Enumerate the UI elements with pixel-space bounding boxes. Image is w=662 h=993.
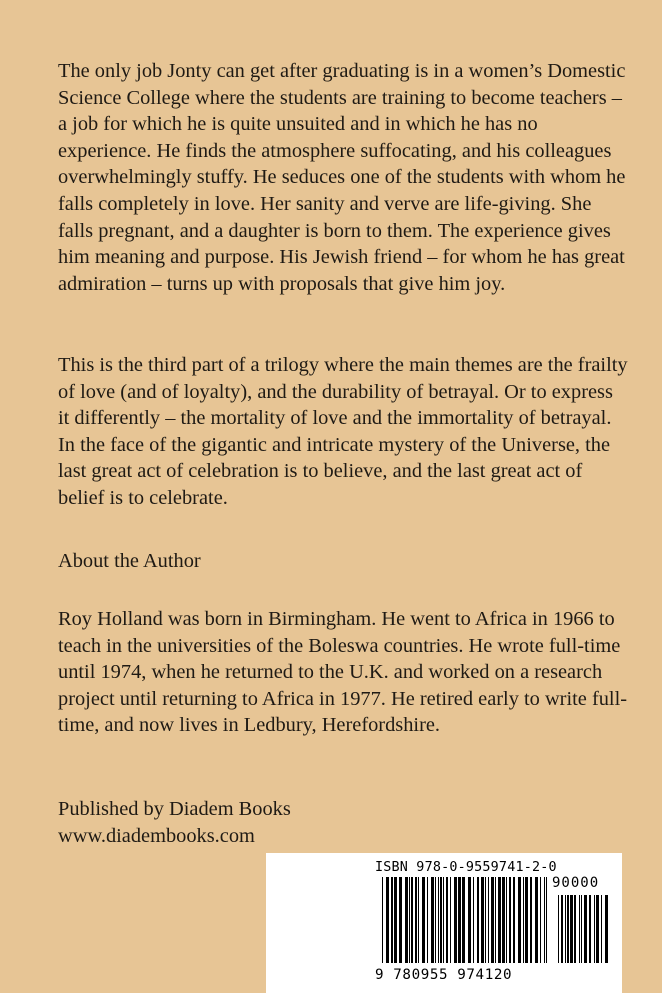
addon-bar — [579, 895, 580, 963]
barcode-bar — [454, 877, 457, 963]
blurb-paragraph-1: The only job Jonty can get after graduating is in a women’s Domestic Science College where the students are training to become teachers – a job for which he is quite unsuited and in which he has no experience. He finds the atmosphere suffocating, and his colleagues overwhelmingly stuffy. He seduces one of the students with whom he falls completely in love. Her sanity and verve are life-giving. She falls pregnant, and a daughter is born to them. The experience gives him meaning and purpose. His Jewish friend – for whom he has great admiration – turns up with proposals that give him joy. — [58, 60, 626, 295]
barcode-bar — [485, 877, 486, 963]
about-author-heading: About the Author — [58, 550, 201, 572]
barcode-bar — [386, 877, 389, 963]
barcode-bar — [495, 877, 496, 963]
addon-bar — [565, 895, 566, 963]
barcode-bar — [458, 877, 461, 963]
barcode-panel — [266, 853, 622, 993]
ean-digits: 9 780955 974120 — [375, 967, 513, 983]
price-code: 90000 — [552, 875, 600, 891]
barcode-bar — [418, 877, 419, 963]
addon-bar — [594, 895, 595, 963]
barcode-bar — [518, 877, 521, 963]
barcode-bar — [481, 877, 484, 963]
publisher-info — [58, 796, 628, 849]
barcode-bar — [443, 877, 444, 963]
publisher-name: Published by Diadem Books — [58, 798, 291, 820]
barcode-bar — [391, 877, 393, 963]
addon-bar — [567, 895, 569, 963]
barcode-bar — [399, 877, 402, 963]
barcode-bar — [440, 877, 442, 963]
barcode-bar — [462, 877, 465, 963]
barcode-bar — [513, 877, 515, 963]
barcode-bar — [415, 877, 417, 963]
barcode-bar — [544, 877, 545, 963]
barcode-bar — [523, 877, 524, 963]
addon-bar — [581, 895, 582, 963]
barcode-bar — [506, 877, 507, 963]
barcode-bar — [394, 877, 397, 963]
isbn-label: ISBN 978-0-9559741-2-0 — [375, 860, 557, 875]
blurb-paragraph-2: This is the third part of a trilogy where the main themes are the frailty of love (and of loyalty), and the durability of betrayal. Or to express it differently – the mortality of love and the immortality of betrayal. In the face of the gigantic and intricate mystery of the Universe, the last great act of celebration is to believe, and the last great act of belief is to celebrate. — [58, 354, 628, 509]
addon-bar — [574, 895, 576, 963]
barcode-bar — [535, 877, 538, 963]
barcode-bar — [431, 877, 434, 963]
barcode-bar — [446, 877, 448, 963]
barcode-bar — [473, 877, 474, 963]
addon-bar — [584, 895, 587, 963]
barcode-bar — [422, 877, 425, 963]
barcode-bar — [491, 877, 494, 963]
publisher-website: www.diadembooks.com — [58, 824, 255, 847]
barcode-bar — [405, 877, 408, 963]
barcode-bar — [525, 877, 528, 963]
barcode-bar — [450, 877, 451, 963]
barcode-bar — [438, 877, 439, 963]
barcode-icon — [380, 877, 610, 969]
barcode-bar — [488, 877, 489, 963]
barcode-bar — [382, 877, 383, 963]
barcode-bar — [502, 877, 505, 963]
about-author-body: Roy Holland was born in Birmingham. He went to Africa in 1966 to teach in the universities of the Boleswa countries. He wrote full-time until 1974, when he returned to the U.K. and worked on a research project until returning to Africa in 1977. He retired early to write full-time, and now lives in Ledbury, Herefordshire. — [58, 608, 628, 737]
barcode-bar — [540, 877, 541, 963]
barcode-bar — [530, 877, 532, 963]
barcode-bar — [435, 877, 436, 963]
barcode-bar — [468, 877, 471, 963]
addon-bar — [596, 895, 599, 963]
barcode-bar — [546, 877, 547, 963]
addon-bar — [558, 895, 559, 963]
addon-bar — [561, 895, 563, 963]
barcode-bar — [411, 877, 413, 963]
barcode-bar — [509, 877, 511, 963]
barcode-bar — [477, 877, 479, 963]
addon-bar — [570, 895, 573, 963]
addon-bar — [605, 895, 608, 963]
barcode-bar — [427, 877, 428, 963]
barcode-bar — [498, 877, 501, 963]
barcode-bar — [409, 877, 410, 963]
addon-bar — [601, 895, 602, 963]
addon-bar — [589, 895, 591, 963]
